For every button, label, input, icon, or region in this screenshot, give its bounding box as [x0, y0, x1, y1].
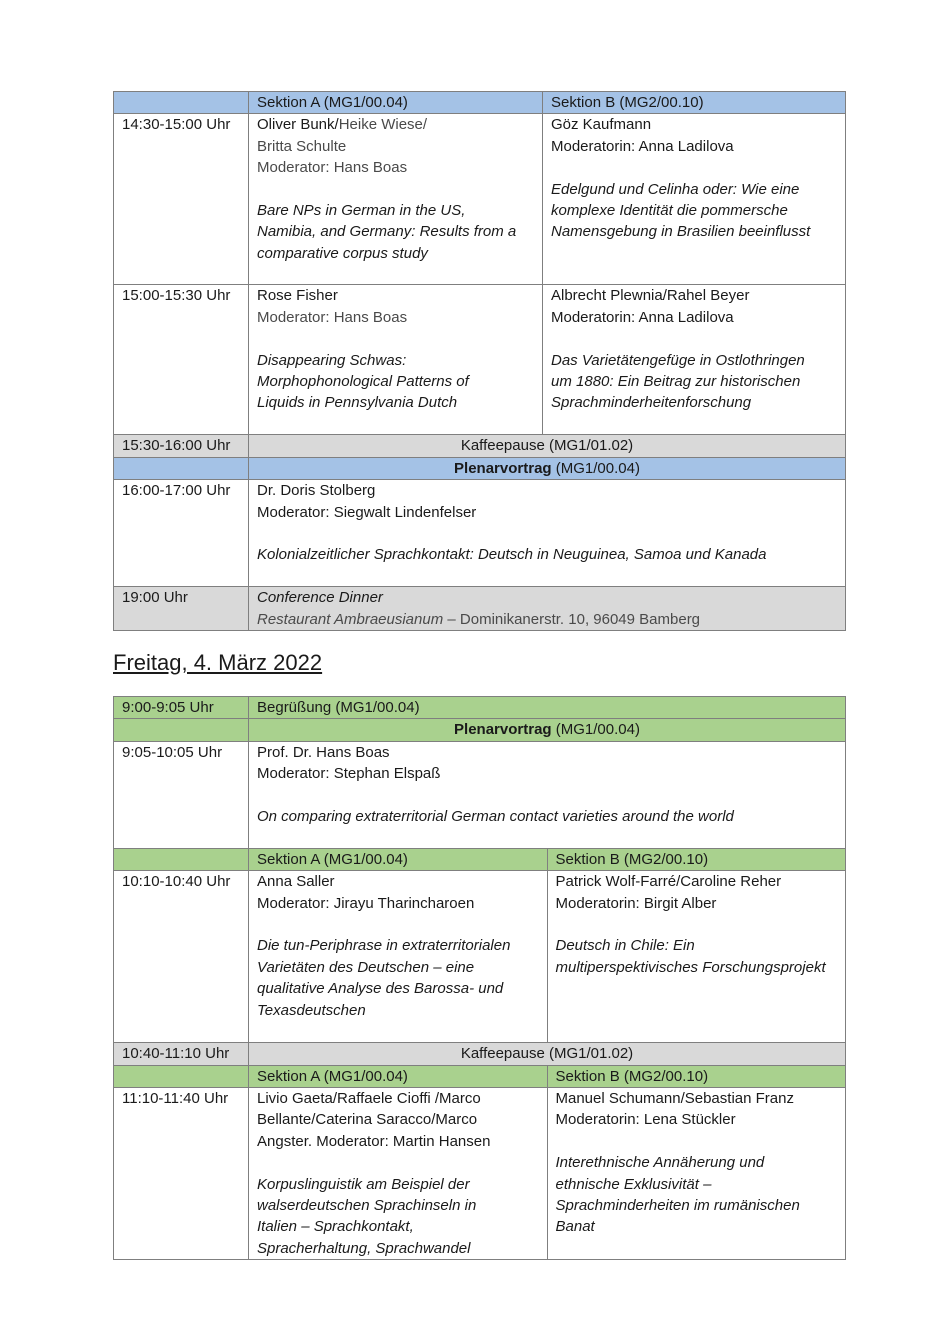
talk-title: multiperspektivisches Forschungsprojekt [555, 958, 826, 976]
speaker-name: Angster. Moderator: Martin Hansen [257, 1132, 491, 1150]
time-cell: 10:10-10:40 Uhr [114, 871, 249, 1043]
break-label: Kaffeepause (MG1/01.02) [249, 1043, 846, 1065]
speaker-name: Manuel Schumann/Sebastian Franz [555, 1090, 794, 1108]
dinner-title: Conference Dinner [257, 589, 383, 607]
talk-title: Banat [555, 1218, 595, 1236]
section-a-header: Sektion A (MG1/00.04) [249, 92, 543, 114]
speaker-name: Dr. Doris Stolberg [257, 482, 376, 500]
time-cell: 15:00-15:30 Uhr [114, 285, 249, 435]
speaker-name: Rose Fisher [257, 287, 338, 305]
moderator: Moderator: Stephan Elspaß [257, 765, 441, 783]
talk-title: Die tun-Periphrase in extraterritorialen [257, 937, 511, 955]
time-cell: 16:00-17:00 Uhr [114, 480, 249, 587]
dinner-cell [249, 587, 846, 631]
plenary-cell [249, 741, 846, 848]
speaker-name: Göz Kaufmann [551, 116, 652, 134]
talk-title: Namensgebung in Brasilien beeinflusst [551, 223, 811, 241]
moderator: Moderatorin: Birgit Alber [555, 894, 717, 912]
dinner-address: – Dominikanerstr. 10, 96049 Bamberg [443, 610, 701, 628]
talk-title: komplexe Identität die pommersche [551, 202, 788, 220]
session-row [114, 1088, 846, 1260]
plenary-room: (MG1/00.04) [551, 721, 640, 739]
talk-title: comparative corpus study [257, 244, 428, 262]
talk-cell-b [547, 871, 846, 1043]
plenary-room: (MG1/00.04) [551, 459, 640, 477]
talk-cell-a [249, 114, 543, 285]
talk-title: Edelgund und Celinha oder: Wie eine [551, 180, 800, 198]
empty-cell [114, 719, 249, 741]
plenary-header-row [114, 457, 846, 479]
talk-title: Texasdeutschen [257, 1001, 366, 1019]
time-cell: 19:00 Uhr [114, 587, 249, 631]
time-cell: 15:30-16:00 Uhr [114, 435, 249, 457]
moderator: Moderator: Jirayu Tharincharoen [257, 894, 475, 912]
welcome-row [114, 697, 846, 719]
plenary-label: Plenarvortrag [454, 459, 552, 477]
talk-title: Varietäten des Deutschen – eine [257, 958, 475, 976]
time-cell: 9:05-10:05 Uhr [114, 741, 249, 848]
section-header-row [114, 848, 846, 870]
section-a-header: Sektion A (MG1/00.04) [249, 1065, 548, 1087]
break-label: Kaffeepause (MG1/01.02) [249, 435, 846, 457]
dinner-row [114, 587, 846, 631]
section-b-header: Sektion B (MG2/00.10) [547, 848, 846, 870]
moderator: Moderator: Siegwalt Lindenfelser [257, 503, 477, 521]
moderator: Moderator: Hans Boas [257, 159, 408, 177]
speaker-name: Bellante/Caterina Saracco/Marco [257, 1111, 478, 1129]
plenary-row [114, 480, 846, 587]
speaker-name: Livio Gaeta/Raffaele Cioffi /Marco [257, 1090, 481, 1108]
speaker-name: Prof. Dr. Hans Boas [257, 743, 390, 761]
talk-title: Das Varietätengefüge in Ostlothringen [551, 351, 805, 369]
talk-title: qualitative Analyse des Barossa- und [257, 980, 504, 998]
talk-cell-b [543, 114, 846, 285]
talk-title: Morphophonological Patterns of [257, 373, 469, 391]
plenary-header [249, 457, 846, 479]
time-cell: 11:10-11:40 Uhr [114, 1088, 249, 1260]
break-row [114, 1043, 846, 1065]
speaker-name: Albrecht Plewnia/Rahel Beyer [551, 287, 750, 305]
talk-cell-b [543, 285, 846, 435]
talk-cell-a [249, 871, 548, 1043]
talk-title: Spracherhaltung, Sprachwandel [257, 1239, 471, 1257]
talk-title: Deutsch in Chile: Ein [555, 937, 695, 955]
plenary-cell [249, 480, 846, 587]
talk-title: On comparing extraterritorial German contact varieties around the world [257, 808, 734, 826]
plenary-header [249, 719, 846, 741]
empty-cell [114, 457, 249, 479]
break-row [114, 435, 846, 457]
talk-cell-a [249, 285, 543, 435]
empty-cell [114, 848, 249, 870]
section-header-row [114, 1065, 846, 1087]
speaker-name: Britta Schulte [257, 137, 347, 155]
section-a-header: Sektion A (MG1/00.04) [249, 848, 548, 870]
session-row [114, 285, 846, 435]
dinner-venue: Restaurant Ambraeusianum [257, 610, 444, 628]
section-b-header: Sektion B (MG2/00.10) [543, 92, 846, 114]
empty-cell [114, 92, 249, 114]
talk-cell-b [547, 1088, 846, 1260]
session-row [114, 114, 846, 285]
talk-title: Disappearing Schwas: [257, 351, 407, 369]
talk-title: Namibia, and Germany: Results from a [257, 223, 517, 241]
moderator: Moderatorin: Anna Ladilova [551, 308, 734, 326]
talk-cell-a [249, 1088, 548, 1260]
schedule-table-thursday [113, 91, 846, 631]
time-cell: 14:30-15:00 Uhr [114, 114, 249, 285]
talk-title: um 1880: Ein Beitrag zur historischen [551, 373, 801, 391]
talk-title: Korpuslinguistik am Beispiel der [257, 1175, 470, 1193]
talk-title: Bare NPs in German in the US, [257, 202, 466, 220]
welcome-label: Begrüßung (MG1/00.04) [249, 697, 846, 719]
talk-title: walserdeutschen Sprachinseln in [257, 1197, 477, 1215]
time-cell: 10:40-11:10 Uhr [114, 1043, 249, 1065]
talk-title: Liquids in Pennsylvania Dutch [257, 394, 458, 412]
speaker-name: Heike Wiese/ [338, 116, 428, 134]
plenary-label: Plenarvortrag [454, 721, 552, 739]
talk-title: Italien – Sprachkontakt, [257, 1218, 414, 1236]
empty-cell [114, 1065, 249, 1087]
speaker-name: Anna Saller [257, 873, 335, 891]
section-b-header: Sektion B (MG2/00.10) [547, 1065, 846, 1087]
talk-title: ethnische Exklusivität – [555, 1175, 712, 1193]
schedule-table-friday [113, 696, 846, 1260]
session-row [114, 871, 846, 1043]
section-header-row [114, 92, 846, 114]
talk-title: Kolonialzeitlicher Sprachkontakt: Deutsch in Neuguinea, Samoa und Kanada [257, 546, 767, 564]
speaker-name: Oliver Bunk/ [257, 116, 339, 134]
talk-title: Sprachminderheitenforschung [551, 394, 752, 412]
moderator: Moderatorin: Lena Stückler [555, 1111, 736, 1129]
plenary-row [114, 741, 846, 848]
plenary-header-row [114, 719, 846, 741]
talk-title: Sprachminderheiten im rumänischen [555, 1197, 800, 1215]
talk-title: Interethnische Annäherung und [555, 1154, 765, 1172]
moderator: Moderatorin: Anna Ladilova [551, 137, 734, 155]
speaker-name: Patrick Wolf-Farré/Caroline Reher [555, 873, 782, 891]
time-cell: 9:00-9:05 Uhr [114, 697, 249, 719]
moderator: Moderator: Hans Boas [257, 308, 408, 326]
day-heading: Freitag, 4. März 2022 [113, 650, 323, 675]
